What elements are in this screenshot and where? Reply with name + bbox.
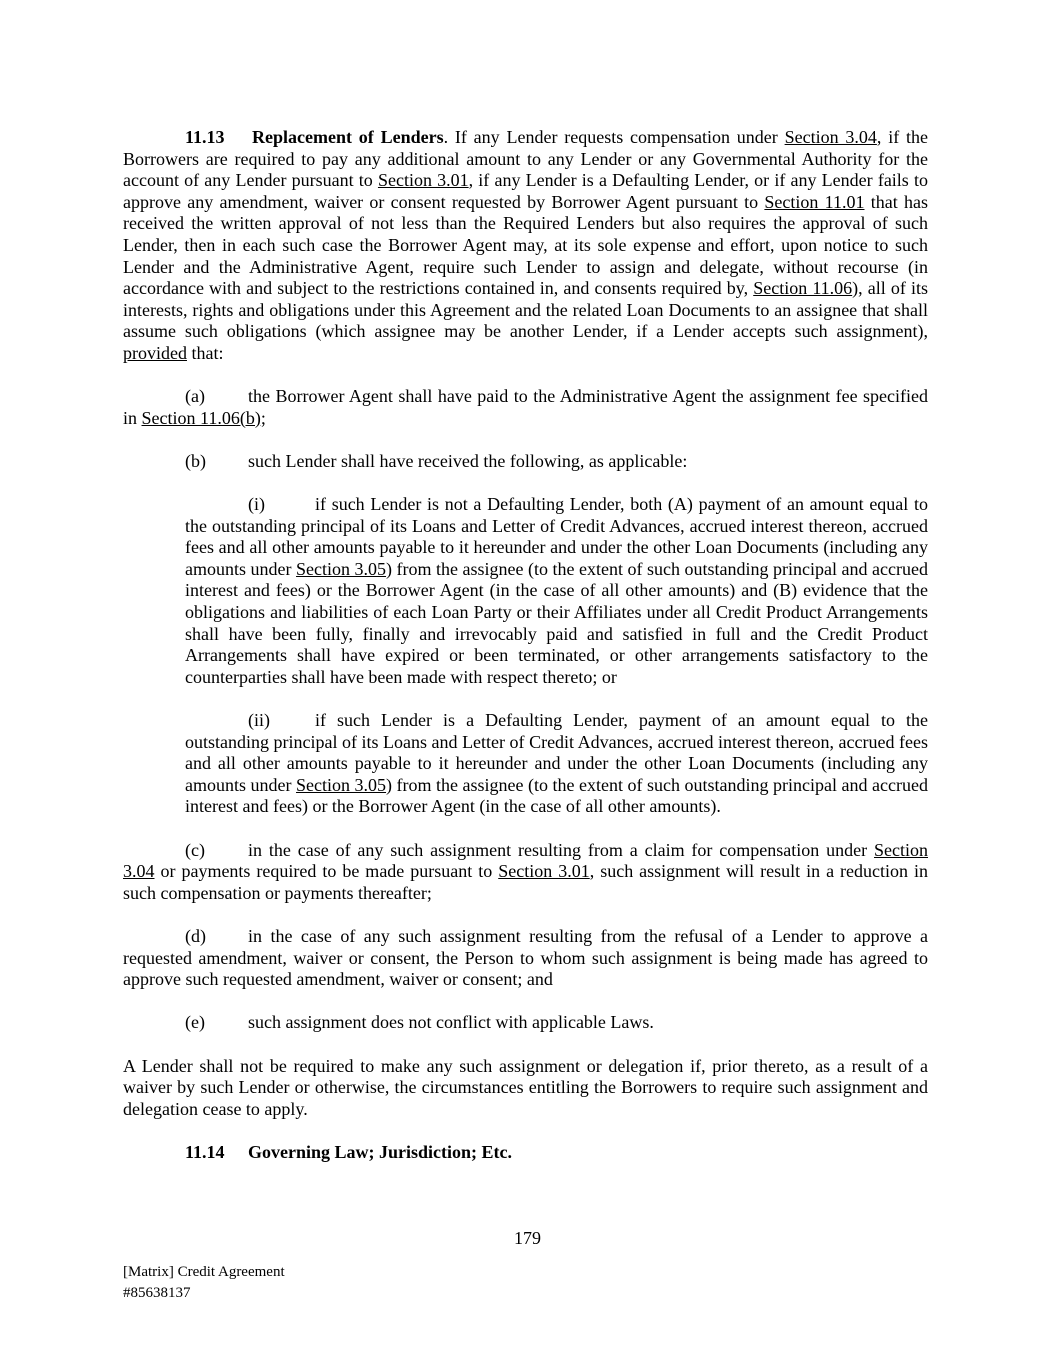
text-run: A Lender shall not be required to make any such assignment or delegation if, prior thereto, as a result of a waiver by such Lender or otherwise, the circumstances entitling the Borrowers to require such assignment and delegation cease to apply.: [123, 1055, 928, 1119]
text-run: Governing Law; Jurisdiction; Etc.: [248, 1141, 512, 1162]
paragraph-label: (i): [248, 494, 265, 515]
text-run: , if the Borrowers are required to pay any additional amount to any Lender or any Governmental Authority for the account of any Lender pursuant to: [123, 127, 928, 191]
text-run: ;: [260, 407, 266, 428]
text-run: if such Lender is not a Defaulting Lender, both (A) payment of an amount equal to the outstanding principal of its Loans and Letter of Credit Advances, accrued interest thereon, accrued fees and all other amounts payable to it hereunder and under the other Loan Documents (including any amounts under: [185, 494, 928, 579]
paragraph-label: (ii): [248, 710, 270, 731]
section-reference: Section 3.04: [123, 839, 928, 882]
paragraph-clause-b-ii: [185, 710, 928, 818]
section-reference: Section 3.04: [784, 127, 877, 147]
paragraph-label: (a): [185, 386, 205, 407]
section-reference: Section 3.01: [377, 170, 469, 191]
text-run: that:: [186, 342, 224, 363]
text-run: , such assignment will result in a reduction in such compensation or payments thereafter;: [123, 861, 928, 903]
paragraph-clause-c: [123, 840, 928, 905]
text-run: if such Lender is a Defaulting Lender, payment of an amount equal to the outstanding principal of its Loans and Letter of Credit Advances, accrued interest thereon, accrued fees and all other amounts payable to it hereunder and under the other Loan Documents (including any amounts under: [185, 710, 928, 795]
text-run: in the case of any such assignment resulting from the refusal of a Lender to approve a requested amendment, waiver or consent, the Person to whom such assignment is being made has agreed to approve such requested amendment, waiver or consent; and: [123, 925, 928, 990]
footer-document-id: #85638137: [123, 1285, 191, 1301]
paragraph-label: (c): [185, 839, 205, 860]
text-run: such assignment does not conflict with applicable Laws.: [248, 1012, 654, 1033]
text-run: . If any Lender requests compensation under: [443, 127, 785, 147]
paragraph-label: 11.13: [185, 127, 225, 147]
section-reference: Section 11.06(b): [141, 407, 261, 428]
text-run: such Lender shall have received the following, as applicable:: [248, 450, 688, 471]
paragraph-label: (e): [185, 1012, 205, 1033]
text-run: ) from the assignee (to the extent of such outstanding principal and accrued interest and fees) or the Borrower Agent (in the case of all other amounts) and (B) evidence that the obligations and liabilities of each Loan Party or their Affiliates under all Credit Product Arrangements shall have been fully, finally and irrevocably paid and satisfied in full and the Credit Product Arrangements shall have expired or been terminated, or other arrangements satisfactory to the counterparties shall have been made with respect thereto; or: [185, 558, 929, 687]
text-run: in the case of any such assignment resulting from a claim for compensation under: [248, 839, 874, 860]
paragraph-clause-b: [123, 451, 928, 473]
paragraph-clause-a: [123, 386, 928, 429]
section-reference: Section 3.01: [498, 861, 590, 882]
paragraph-closing: [123, 1056, 928, 1121]
text-run: , if any Lender is a Defaulting Lender, or if any Lender fails to approve any amendment, waiver or consent requested by Borrower Agent pursuant to: [123, 170, 928, 212]
section-reference: Section 3.05: [296, 558, 387, 579]
section-reference: Section 11.06: [753, 278, 853, 299]
text-run: that has received the written approval of not less than the Required Lenders but also requires the approval of such Lender, then in each such case the Borrower Agent may, at its sole expense and effort, upon notice to such Lender and the Administrative Agent, require such Lender to assign and delegate, without recourse (in accordance with and subject to the restrictions contained in, and consents required by,: [123, 191, 928, 299]
heading-section-11-14: [123, 1142, 928, 1164]
section-reference: Section 3.05: [296, 774, 387, 795]
text-run: ), all of its interests, rights and obligations under this Agreement and the related Loan Documents to an assignee that shall assume such obligations (which assignee may be another Lender, if a Lender accepts such assignment),: [123, 278, 929, 342]
paragraph-label: 11.14: [185, 1141, 225, 1162]
paragraph-section-11-13: [123, 127, 928, 365]
section-reference: provided: [123, 342, 187, 363]
paragraph-clause-e: [123, 1012, 928, 1034]
paragraph-clause-d: [123, 926, 928, 991]
paragraph-clause-b-i: [185, 494, 928, 688]
paragraph-label: (d): [185, 925, 206, 946]
text-run: the Borrower Agent shall have paid to the Administrative Agent the assignment fee specified in: [123, 386, 928, 428]
footer-document-title: [Matrix] Credit Agreement: [123, 1264, 285, 1280]
page-footer: [123, 1262, 285, 1304]
text-run: or payments required to be made pursuant to: [154, 861, 499, 882]
page-content: [123, 127, 928, 1164]
text-run: ) from the assignee (to the extent of such outstanding principal and accrued interest and fees) or the Borrower Agent (in the case of all other amounts).: [185, 774, 929, 817]
text-run: Replacement of Lenders: [252, 127, 444, 147]
page-number: 179: [514, 1228, 541, 1248]
section-reference: Section 11.01: [764, 191, 865, 212]
paragraph-label: (b): [185, 450, 206, 471]
